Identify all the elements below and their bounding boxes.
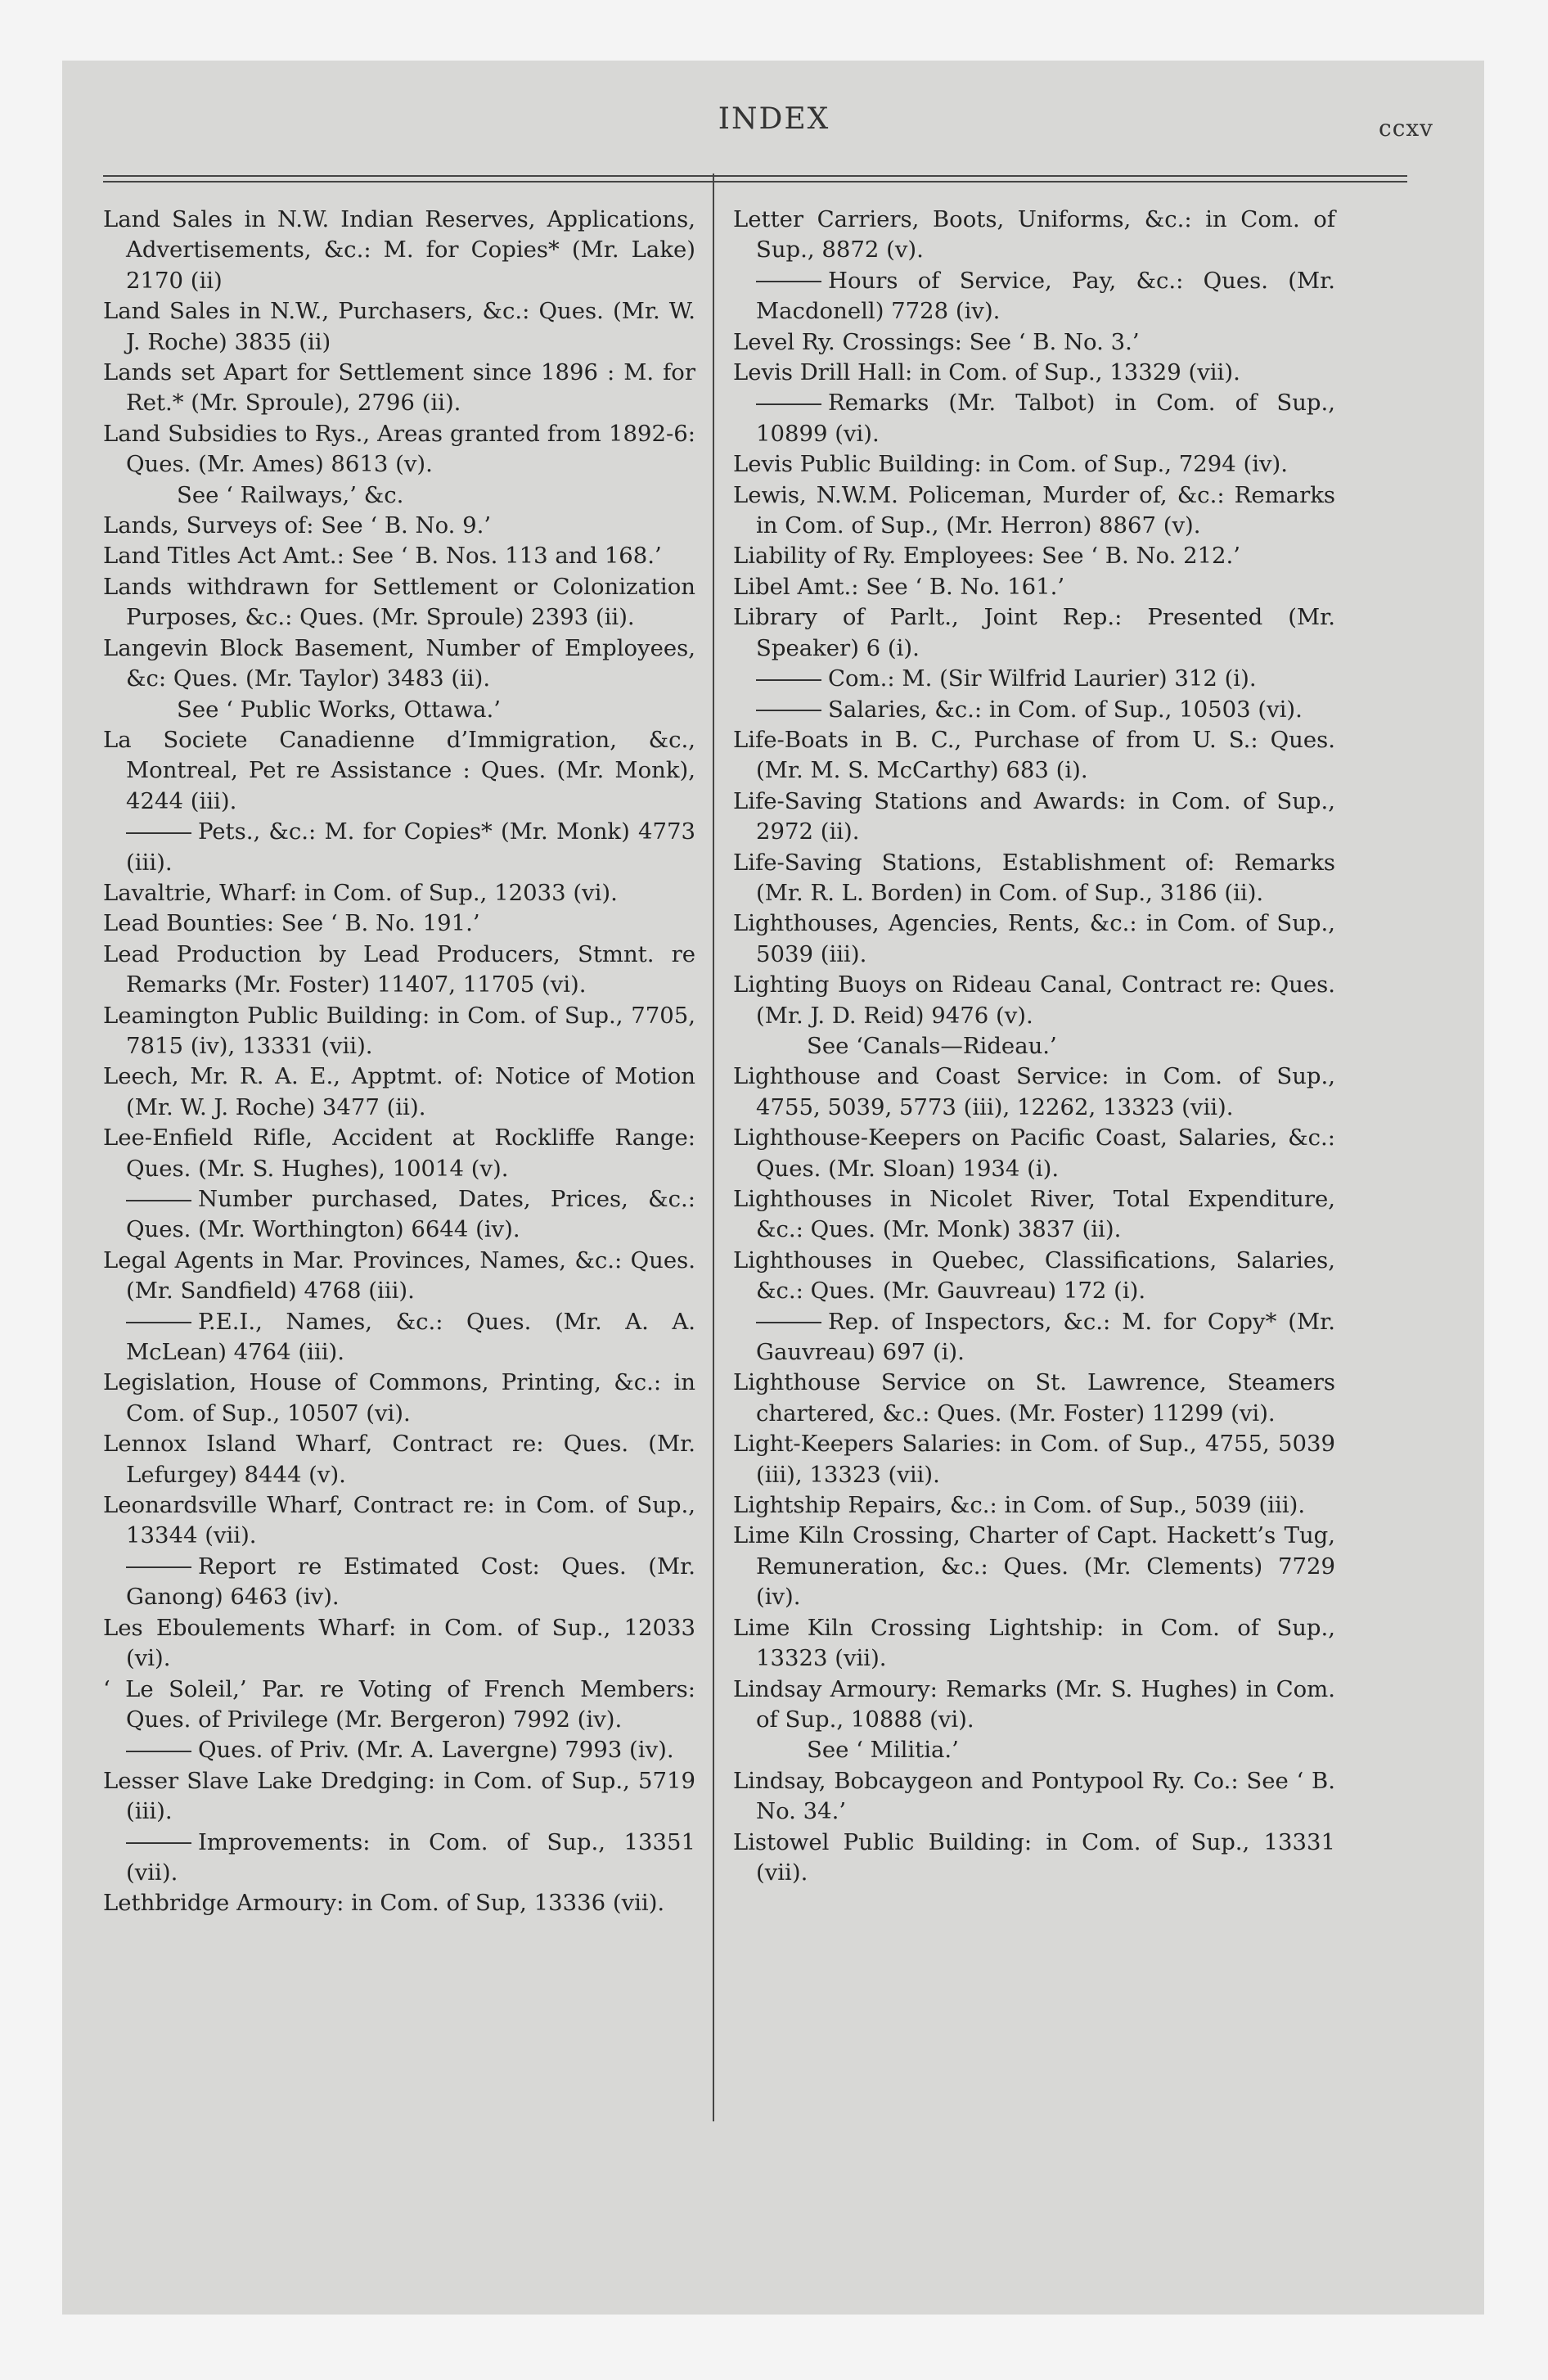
- entry-text: Lighting Buoys on Rideau Canal, Contract re: Ques. (Mr. J. D. Reid) 9476 (v).: [733, 971, 1335, 1029]
- index-entry: [733, 572, 1335, 602]
- entry-text: Legal Agents in Mar. Provinces, Names, &c.: Ques. (Mr. Sandfield) 4768 (iii).: [103, 1246, 695, 1305]
- entry-text: Levis Public Building: in Com. of Sup., 7294 (iv).: [733, 451, 1289, 478]
- index-entry: [733, 205, 1335, 266]
- entry-text: Lennox Island Wharf, Contract re: Ques. (Mr. Lefurgey) 8444 (v).: [103, 1431, 695, 1488]
- index-subentry: [103, 1552, 695, 1613]
- index-entry: [103, 511, 695, 541]
- entry-text: Lavaltrie, Wharf: in Com. of Sup., 12033 (vi).: [103, 879, 618, 906]
- entry-text: Lighthouse Service on St. Lawrence, Steamers chartered, &c.: Ques. (Mr. Foster) 11299 (vi).: [733, 1369, 1335, 1427]
- entry-text: See ‘ Railways,’ &c.: [177, 481, 404, 508]
- entry-text: Pets., &c.: M. for Copies* (Mr. Monk) 4773 (iii).: [126, 818, 695, 876]
- index-entry: [733, 1828, 1335, 1889]
- entry-text: Land Sales in N.W., Purchasers, &c.: Ques. (Mr. W. J. Roche) 3835 (ii): [103, 298, 695, 355]
- ditto-dash: [126, 1566, 191, 1568]
- entry-text: Lighthouses, Agencies, Rents, &c.: in Com. of Sup., 5039 (iii).: [733, 910, 1335, 967]
- index-entry: [103, 633, 695, 695]
- entry-text: Lee-Enfield Rifle, Accident at Rockliffe Range: Ques. (Mr. S. Hughes), 10014 (v).: [103, 1125, 695, 1182]
- entry-text: Lethbridge Armoury: in Com. of Sup, 13336 (vii).: [103, 1890, 665, 1917]
- index-entry: [733, 787, 1335, 848]
- index-cross-reference: [733, 1735, 1335, 1765]
- entry-text: Lightship Repairs, &c.: in Com. of Sup., 5039 (iii).: [733, 1492, 1306, 1519]
- entry-text: Levis Drill Hall: in Com. of Sup., 13329 (vii).: [733, 359, 1240, 386]
- entry-text: Remarks (Mr. Talbot) in Com. of Sup., 10899 (vi).: [756, 390, 1335, 447]
- index-entry: [733, 602, 1335, 664]
- entry-text: Land Subsidies to Rys., Areas granted from 1892-6: Ques. (Mr. Ames) 8613 (v).: [103, 420, 695, 478]
- index-cross-reference: [103, 695, 695, 725]
- entry-text: Hours of Service, Pay, &c.: Ques. (Mr. Macdonell) 7728 (iv).: [756, 267, 1335, 325]
- index-entry: [733, 1521, 1335, 1612]
- entry-text: Ques. of Priv. (Mr. A. Lavergne) 7993 (iv).: [198, 1737, 674, 1764]
- index-entry: [733, 480, 1335, 542]
- index-subentry: [103, 1735, 695, 1765]
- entry-text: Number purchased, Dates, Prices, &c.: Ques. (Mr. Worthington) 6644 (iv).: [126, 1186, 695, 1243]
- entry-text: Level Ry. Crossings: See ‘ B. No. 3.’: [733, 328, 1140, 355]
- column-divider: [713, 174, 714, 2121]
- entry-text: Lime Kiln Crossing Lightship: in Com. of Sup., 13323 (vii).: [733, 1614, 1335, 1672]
- entry-text: Rep. of Inspectors, &c.: M. for Copy* (Mr. Gauvreau) 697 (i).: [756, 1308, 1335, 1366]
- index-entry: [733, 970, 1335, 1031]
- index-subentry: [733, 664, 1335, 694]
- index-entry: [103, 1613, 695, 1675]
- entry-text: Leonardsville Wharf, Contract re: in Com. of Sup., 13344 (vii).: [103, 1492, 695, 1549]
- ditto-dash: [126, 1751, 191, 1752]
- entry-text: ‘ Le Soleil,’ Par. re Voting of French Members: Ques. of Privilege (Mr. Bergeron) 7992 (iv).: [103, 1675, 695, 1733]
- entry-text: Lands withdrawn for Settlement or Colonization Purposes, &c.: Ques. (Mr. Sproule) 2393 (ii).: [103, 573, 695, 631]
- ditto-dash: [126, 1322, 191, 1323]
- entry-text: Langevin Block Basement, Number of Employees, &c: Ques. (Mr. Taylor) 3483 (ii).: [103, 634, 695, 692]
- index-cross-reference: [733, 1031, 1335, 1062]
- entry-text: Lesser Slave Lake Dredging: in Com. of Sup., 5719 (iii).: [103, 1767, 695, 1825]
- entry-text: Libel Amt.: See ‘ B. No. 161.’: [733, 573, 1065, 600]
- index-entry: [733, 1368, 1335, 1429]
- index-entry: [103, 296, 695, 358]
- entry-text: Life-Saving Stations and Awards: in Com. of Sup., 2972 (ii).: [733, 787, 1335, 845]
- index-entry: [733, 1613, 1335, 1675]
- index-entry: [733, 1675, 1335, 1736]
- entry-text: See ‘ Public Works, Ottawa.’: [177, 696, 501, 723]
- index-entry: [733, 1490, 1335, 1521]
- entry-text: Leamington Public Building: in Com. of Sup., 7705, 7815 (iv), 13331 (vii).: [103, 1002, 695, 1059]
- index-entry: [103, 1123, 695, 1184]
- entry-text: La Societe Canadienne d’Immigration, &c., Montreal, Pet re Assistance : Ques. (Mr. Monk), 4244 (iii).: [103, 726, 695, 814]
- index-entry: [733, 725, 1335, 787]
- entry-text: Lighthouse and Coast Service: in Com. of Sup., 4755, 5039, 5773 (iii), 12262, 13323 (vii).: [733, 1063, 1335, 1120]
- index-subentry: [733, 388, 1335, 449]
- entry-text: Lands set Apart for Settlement since 1896 : M. for Ret.* (Mr. Sproule), 2796 (ii).: [103, 359, 695, 417]
- index-entry: [103, 1368, 695, 1429]
- index-entry: [733, 908, 1335, 970]
- index-entry: [733, 358, 1335, 388]
- index-entry: [733, 1184, 1335, 1246]
- index-entry: [103, 541, 695, 571]
- index-entry: [733, 1766, 1335, 1828]
- index-entry: [103, 1429, 695, 1490]
- index-subentry: [733, 695, 1335, 725]
- ditto-dash: [756, 1322, 821, 1323]
- index-subentry: [103, 1184, 695, 1246]
- entry-text: Improvements: in Com. of Sup., 13351 (vii).: [126, 1828, 695, 1886]
- entry-text: See ‘ Militia.’: [807, 1737, 959, 1764]
- entry-text: Com.: M. (Sir Wilfrid Laurier) 312 (i).: [828, 665, 1257, 692]
- entry-text: Lindsay Armoury: Remarks (Mr. S. Hughes) in Com. of Sup., 10888 (vi).: [733, 1675, 1335, 1733]
- index-entry: [733, 1062, 1335, 1123]
- right-column: [733, 205, 1335, 1888]
- entry-text: Land Titles Act Amt.: See ‘ B. Nos. 113 and 168.’: [103, 543, 662, 570]
- index-entry: [103, 1766, 695, 1828]
- ditto-dash: [126, 1200, 191, 1201]
- index-entry: [103, 940, 695, 1001]
- ditto-dash: [756, 679, 821, 681]
- index-subentry: [103, 1307, 695, 1368]
- entry-text: Life-Boats in B. C., Purchase of from U. S.: Ques. (Mr. M. S. McCarthy) 683 (i).: [733, 726, 1335, 784]
- ditto-dash: [756, 710, 821, 711]
- index-entry: [733, 848, 1335, 909]
- index-entry: [733, 1246, 1335, 1307]
- index-entry: [103, 878, 695, 908]
- index-entry: [103, 725, 695, 817]
- index-entry: [103, 908, 695, 939]
- entry-text: Lead Production by Lead Producers, Stmnt. re Remarks (Mr. Foster) 11407, 11705 (vi).: [103, 940, 695, 998]
- entry-text: Leech, Mr. R. A. E., Apptmt. of: Notice of Motion (Mr. W. J. Roche) 3477 (ii).: [103, 1063, 695, 1120]
- entry-text: Lighthouse-Keepers on Pacific Coast, Salaries, &c.: Ques. (Mr. Sloan) 1934 (i).: [733, 1125, 1335, 1182]
- ditto-dash: [756, 281, 821, 282]
- entry-text: Library of Parlt., Joint Rep.: Presented (Mr. Speaker) 6 (i).: [733, 604, 1335, 661]
- ditto-dash: [126, 1842, 191, 1844]
- ditto-dash: [126, 832, 191, 834]
- index-entry: [103, 1675, 695, 1736]
- header-rule-top: [103, 175, 1407, 177]
- index-entry: [103, 572, 695, 633]
- index-entry: [103, 1001, 695, 1062]
- index-entry: [103, 1888, 695, 1918]
- left-column: [103, 205, 695, 1919]
- index-entry: [103, 1490, 695, 1552]
- entry-text: Liability of Ry. Employees: See ‘ B. No. 212.’: [733, 543, 1241, 570]
- entry-text: Lewis, N.W.M. Policeman, Murder of, &c.: Remarks in Com. of Sup., (Mr. Herron) 8867 (v).: [733, 481, 1335, 539]
- entry-text: Letter Carriers, Boots, Uniforms, &c.: in Com. of Sup., 8872 (v).: [733, 206, 1335, 264]
- entry-text: Lighthouses in Nicolet River, Total Expenditure, &c.: Ques. (Mr. Monk) 3837 (ii).: [733, 1186, 1335, 1243]
- entry-text: Light-Keepers Salaries: in Com. of Sup., 4755, 5039 (iii), 13323 (vii).: [733, 1431, 1335, 1488]
- index-subentry: [103, 817, 695, 878]
- index-subentry: [103, 1828, 695, 1889]
- entry-text: Les Eboulements Wharf: in Com. of Sup., 12033 (vi).: [103, 1614, 695, 1672]
- entry-text: Lindsay, Bobcaygeon and Pontypool Ry. Co.: See ‘ B. No. 34.’: [733, 1767, 1335, 1825]
- entry-text: P.E.I., Names, &c.: Ques. (Mr. A. A. McLean) 4764 (iii).: [126, 1308, 695, 1366]
- entry-text: Lands, Surveys of: See ‘ B. No. 9.’: [103, 512, 492, 539]
- page-number: ccxv: [1379, 115, 1433, 142]
- index-subentry: [733, 1307, 1335, 1368]
- index-entry: [733, 1123, 1335, 1184]
- index-entry: [103, 1062, 695, 1123]
- entry-text: Report re Estimated Cost: Ques. (Mr. Ganong) 6463 (iv).: [126, 1553, 695, 1611]
- index-entry: [103, 419, 695, 480]
- entry-text: Lead Bounties: See ‘ B. No. 191.’: [103, 910, 480, 937]
- entry-text: See ‘Canals—Rideau.’: [807, 1032, 1057, 1059]
- index-entry: [733, 1429, 1335, 1490]
- entry-text: Salaries, &c.: in Com. of Sup., 10503 (vi).: [828, 696, 1303, 723]
- entry-text: Legislation, House of Commons, Printing, &c.: in Com. of Sup., 10507 (vi).: [103, 1369, 695, 1427]
- index-entry: [103, 1246, 695, 1307]
- page-title: INDEX: [718, 102, 830, 136]
- header-rule-bottom: [103, 181, 1407, 183]
- entry-text: Listowel Public Building: in Com. of Sup., 13331 (vii).: [733, 1828, 1335, 1886]
- index-subentry: [733, 266, 1335, 327]
- index-cross-reference: [103, 480, 695, 511]
- entry-text: Life-Saving Stations, Establishment of: Remarks (Mr. R. L. Borden) in Com. of Sup., 3186 (ii).: [733, 849, 1335, 906]
- index-entry: [733, 327, 1335, 358]
- index-entry: [103, 205, 695, 296]
- entry-text: Lighthouses in Quebec, Classifications, Salaries, &c.: Ques. (Mr. Gauvreau) 172 (i).: [733, 1246, 1335, 1305]
- entry-text: Lime Kiln Crossing, Charter of Capt. Hackett’s Tug, Remuneration, &c.: Ques. (Mr. Clements) 7729 (iv).: [733, 1522, 1335, 1611]
- index-entry: [103, 358, 695, 419]
- entry-text: Land Sales in N.W. Indian Reserves, Applications, Advertisements, &c.: M. for Copies* (Mr. Lake) 2170 (ii): [103, 206, 695, 294]
- index-entry: [733, 449, 1335, 480]
- index-entry: [733, 541, 1335, 571]
- ditto-dash: [756, 403, 821, 405]
